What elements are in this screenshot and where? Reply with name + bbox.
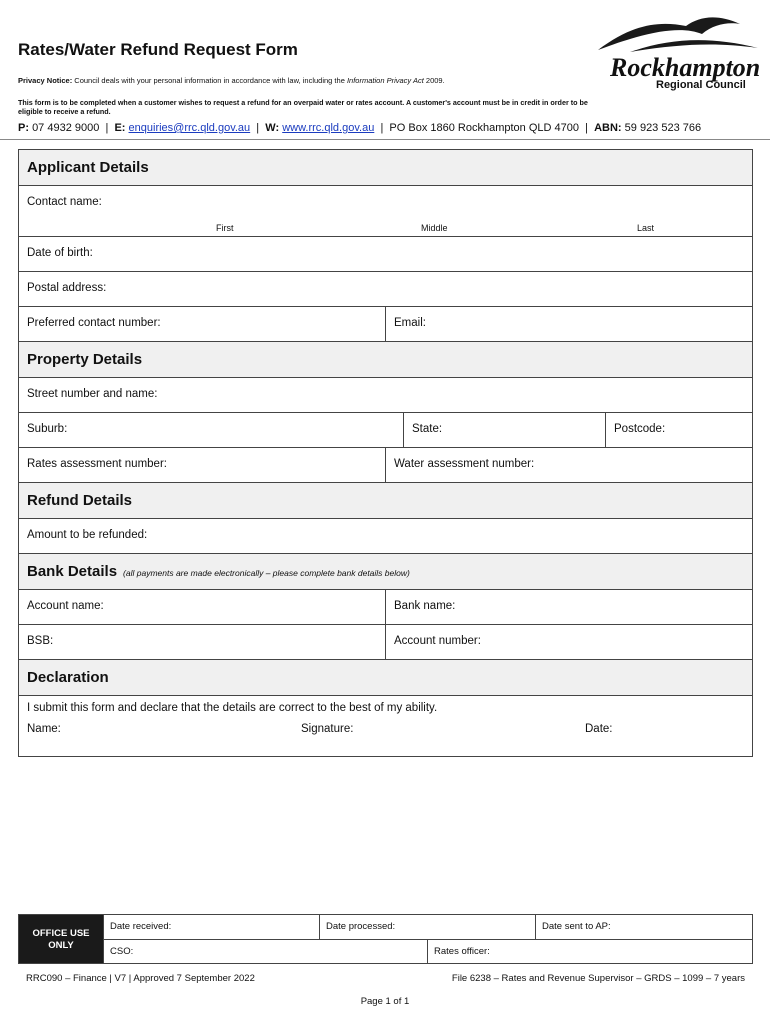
date-processed-field[interactable]: Date processed:: [319, 915, 535, 939]
bank-row-1: [19, 590, 752, 625]
page-number: Page 1 of 1: [360, 996, 410, 1007]
contact-row: [19, 307, 752, 342]
declaration-block: [19, 696, 752, 756]
logo-text: Rockhampton: [610, 53, 761, 82]
intro-text: This form is to be completed when a customer wishes to request a refund for an overpaid water or rates account. A customer's account must be in credit in order to be eligible to receive a refund.: [18, 98, 588, 116]
email-link[interactable]: enquiries@rrc.qld.gov.au: [128, 122, 251, 134]
section-declaration: Declaration: [19, 660, 752, 696]
date-received-field[interactable]: Date received:: [103, 915, 319, 939]
refund-amount-field[interactable]: Amount to be refunded:: [19, 519, 752, 554]
signature-field[interactable]: Signature:: [301, 723, 354, 735]
section-bank: Bank Details (all payments are made electronically – please complete bank details below): [19, 554, 752, 590]
first-name-label: First: [216, 223, 234, 233]
dob-field[interactable]: Date of birth:: [19, 237, 752, 272]
form-title: Rates/Water Refund Request Form: [18, 40, 298, 59]
footer-left: RRC090 – Finance | V7 | Approved 7 September 2022: [26, 973, 255, 984]
logo-subtext: Regional Council: [656, 79, 746, 91]
section-applicant: Applicant Details: [19, 150, 752, 186]
declaration-text: I submit this form and declare that the details are correct to the best of my ability.: [27, 702, 438, 714]
rates-officer-field[interactable]: Rates officer:: [427, 940, 752, 963]
declaration-date-field[interactable]: Date:: [585, 723, 613, 735]
state-field[interactable]: State:: [403, 413, 605, 447]
date-sent-field[interactable]: Date sent to AP:: [535, 915, 752, 939]
water-assessment-field[interactable]: Water assessment number:: [385, 448, 752, 482]
bank-row-2: [19, 625, 752, 660]
assessment-row: [19, 448, 752, 483]
bank-note: (all payments are made electronically – please complete bank details below): [123, 568, 410, 578]
office-use-box: [18, 914, 753, 964]
cso-field[interactable]: CSO:: [103, 940, 427, 963]
declaration-name-field[interactable]: Name:: [27, 723, 61, 735]
last-name-label: Last: [637, 223, 655, 233]
privacy-notice: Privacy Notice: Council deals with your personal information in accordance with law, including the Information Privacy Act 2009.: [18, 76, 445, 85]
bsb-field[interactable]: BSB:: [27, 635, 54, 647]
account-number-field[interactable]: Account number:: [385, 625, 752, 659]
rates-assessment-field[interactable]: Rates assessment number:: [27, 458, 167, 470]
bank-name-field[interactable]: Bank name:: [385, 590, 752, 624]
middle-name-label: Middle: [421, 223, 448, 233]
refund-form: [18, 149, 753, 757]
header-divider: [0, 139, 770, 140]
street-field[interactable]: Street number and name:: [19, 378, 752, 413]
contact-details: P: 07 4932 9000 | E: enquiries@rrc.qld.gov.au | W: www.rrc.qld.gov.au | PO Box 1860 Rockhampton QLD 4700 | ABN: 59 923 523 766: [18, 122, 702, 134]
office-use-label: OFFICE USE ONLY: [19, 915, 103, 963]
footer-right: File 6238 – Rates and Revenue Supervisor – GRDS – 1099 – 7 years: [451, 973, 745, 984]
email-field[interactable]: Email:: [385, 307, 752, 341]
contact-number-field[interactable]: Preferred contact number:: [27, 317, 161, 329]
section-property: Property Details: [19, 342, 752, 378]
logo-swoosh-icon: [630, 40, 758, 52]
suburb-row: [19, 413, 752, 448]
account-name-field[interactable]: Account name:: [27, 600, 104, 612]
section-refund: Refund Details: [19, 483, 752, 519]
contact-name-field[interactable]: Contact name: First Middle Last: [19, 186, 752, 237]
postal-address-field[interactable]: Postal address:: [19, 272, 752, 307]
council-logo: [590, 12, 762, 92]
suburb-field[interactable]: Suburb:: [27, 423, 68, 435]
postcode-field[interactable]: Postcode:: [605, 413, 752, 447]
website-link[interactable]: www.rrc.qld.gov.au: [282, 122, 375, 134]
